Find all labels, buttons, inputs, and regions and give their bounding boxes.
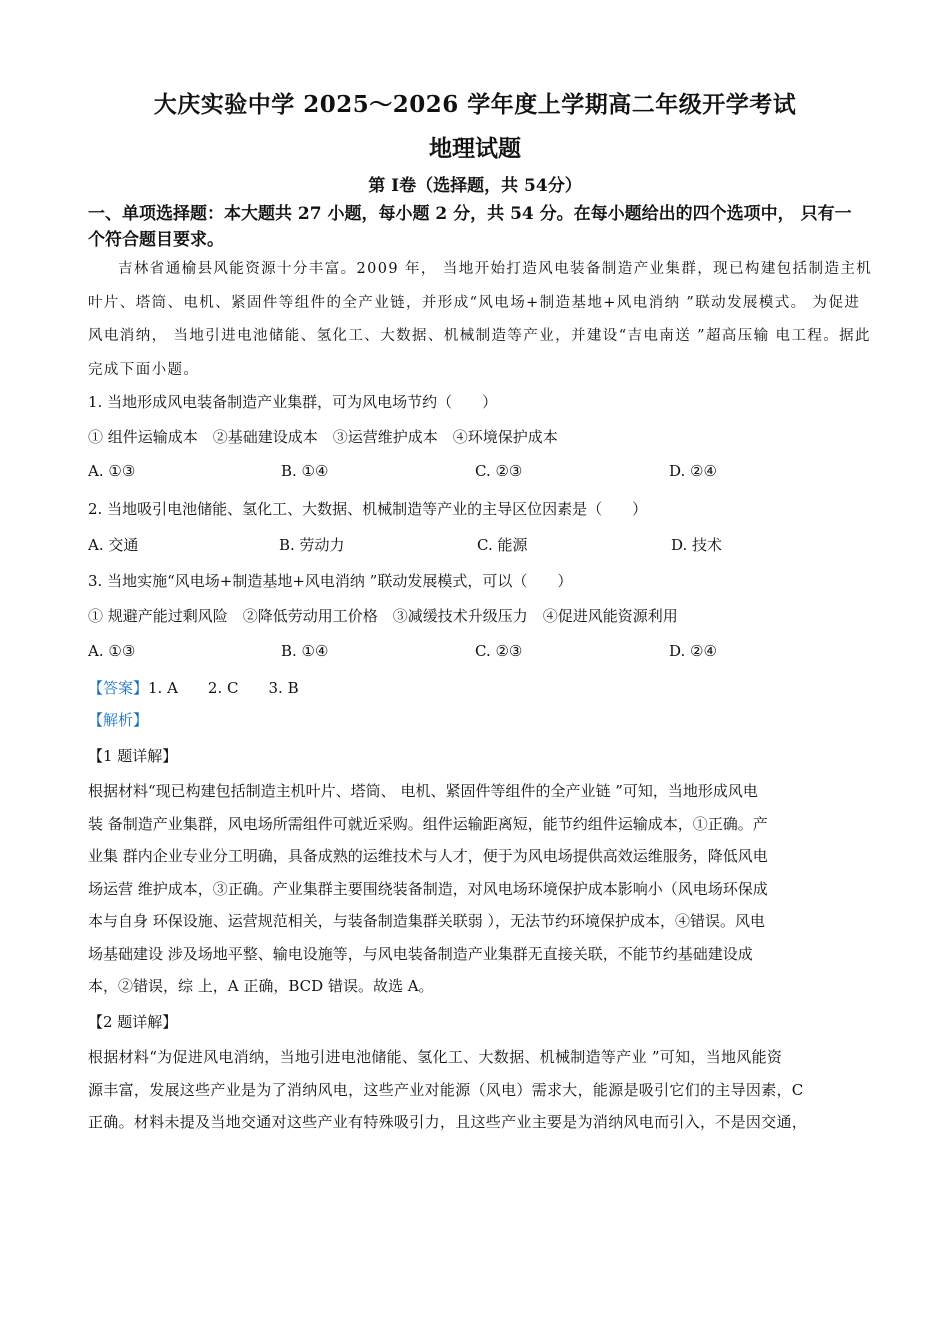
- question-2-stem: 2. 当地吸引电池储能、氢化工、大数据、机械制造等产业的主导区位因素是（ ）: [88, 500, 648, 518]
- q1-explanation-line: 场基础建设 涉及场地平整、输电设施等，与风电装备制造产业集群无直接关联，不能节约基础建设成: [88, 944, 753, 963]
- answer-row: [88, 677, 299, 698]
- q1-explanation-line: 场运营 维护成本，③正确。产业集群主要围绕装备制造，对风电场环境保护成本影响小（风电场环保成: [88, 879, 768, 898]
- question-2-option-a[interactable]: A. 交通: [88, 536, 139, 554]
- q1-explanation-line: 根据材料“现已构建包括制造主机叶片、塔筒、 电机、紧固件等组件的全产业链 ”可知，当地形成风电: [88, 782, 758, 800]
- q1-explanation-line: 业集 群内企业专业分工明确，具备成熟的运维技术与人才，便于为风电场提供高效运维服务，降低风电: [88, 847, 768, 865]
- subject-title: 地理试题: [429, 135, 521, 162]
- q2-explanation: [88, 1041, 874, 1139]
- volume-title: 第 Ⅰ卷（选择题，共 54分）: [368, 176, 582, 196]
- answer-value: 1. A 2. C 3. B: [148, 679, 299, 697]
- question-2-option-c[interactable]: C. 能源: [477, 536, 528, 554]
- section-heading: 一、单项选择题：本大题共 27 小题，每小题 2 分，共 54 分。在每小题给出的四个选项中， 只有一个符合题目要求。: [88, 204, 852, 250]
- question-3-items: ① 规避产能过剩风险 ②降低劳动用工价格 ③减缓技术升级压力 ④促进风能资源利用: [88, 607, 678, 625]
- exam-title: 大庆实验中学 2025～2026 学年度上学期高二年级开学考试: [153, 91, 797, 118]
- question-2-option-b[interactable]: B. 劳动力: [279, 536, 345, 554]
- q2-explanation-line: 正确。材料未提及当地交通对这些产业有特殊吸引力，且这些产业主要是为消纳风电而引入，不是因交通，: [88, 1113, 808, 1131]
- q1-explanation-line: 本，②错误，综 上，A 正确，BCD 错误。故选 A。: [88, 977, 434, 995]
- analysis-label: 【解析】: [88, 711, 149, 729]
- question-3-stem: 3. 当地实施“风电场+制造基地+风电消纳 ”联动发展模式，可以（ ）: [88, 572, 573, 590]
- question-3-option-c[interactable]: C. ②③: [475, 642, 523, 660]
- material-paragraph: 吉林省通榆县风能资源十分丰富。2009 年， 当地开始打造风电装备制造产业集群，现已构建包括制造主机叶片、塔筒、电机、紧固件等组件的全产业链，并形成“风电场+制造基地+风电消纳 ”联动发展模式。 为促进风电消纳， 当地引进电池储能、氢化工、大数据、机械制造等产业，并建设“吉电南送 ”超高压输 电工程。据此完成下面小题。: [88, 261, 873, 378]
- question-3-option-d[interactable]: D. ②④: [669, 642, 717, 660]
- question-3-option-a[interactable]: A. ①③: [88, 642, 136, 660]
- question-1-items: ① 组件运输成本 ②基础建设成本 ③运营维护成本 ④环境保护成本: [88, 428, 558, 446]
- q1-explanation-line: 装 备制造产业集群，风电场所需组件可就近采购。组件运输距离短，能节约组件运输成本，①正确。产: [88, 814, 768, 833]
- question-1-option-b[interactable]: B. ①④: [281, 462, 329, 480]
- q2-detail-heading: 【2 题详解】: [88, 1013, 178, 1031]
- q1-explanation: [88, 775, 874, 1003]
- q2-explanation-line: 源丰富，发展这些产业是为了消纳风电，这些产业对能源（风电）需求大，能源是吸引它们的主导因素，C: [88, 1080, 804, 1099]
- question-1-option-a[interactable]: A. ①③: [88, 462, 136, 480]
- question-2-option-d[interactable]: D. 技术: [671, 536, 723, 554]
- question-3-option-b[interactable]: B. ①④: [281, 642, 329, 660]
- q1-detail-heading: 【1 题详解】: [88, 747, 178, 765]
- question-1-option-c[interactable]: C. ②③: [475, 462, 523, 480]
- question-1-stem: 1. 当地形成风电装备制造产业集群，可为风电场节约（ ）: [88, 393, 498, 411]
- question-1-option-d[interactable]: D. ②④: [669, 462, 717, 480]
- q1-explanation-line: 本与自身 环保设施、运营规范相关，与装备制造集群关联弱 ），无法节约环境保护成本，④错误。风电: [88, 912, 766, 930]
- answer-label: 【答案】: [88, 679, 149, 697]
- q2-explanation-line: 根据材料“为促进风电消纳，当地引进电池储能、氢化工、大数据、机械制造等产业 ”可知，当地风能资: [88, 1048, 783, 1066]
